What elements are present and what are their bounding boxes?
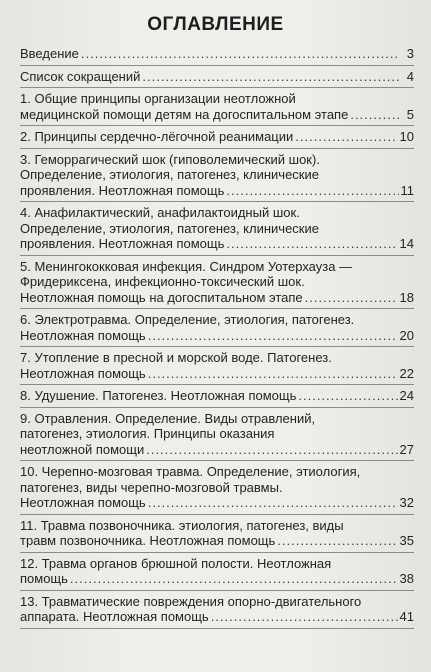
toc-entry-last-line (20, 533, 414, 549)
toc-page-number: 18 (399, 289, 414, 305)
toc-entry-text: Неотложная помощь на догоспитальном этапе (20, 289, 303, 305)
toc-entry[interactable] (20, 88, 414, 126)
toc-entry-last-line (20, 107, 414, 123)
dot-leader (305, 290, 398, 306)
toc-entry-text: патогенез, этиология. Принципы оказания (20, 426, 275, 441)
toc-entry-text: Фридериксена, инфекционно-токсический шок. (20, 274, 305, 289)
dot-leader (277, 533, 397, 549)
toc-entry[interactable] (20, 408, 414, 462)
toc-entry-text: патогенез, виды черепно-мозговой травмы. (20, 479, 283, 495)
dot-leader (148, 495, 398, 511)
toc-entry-text: проявления. Неотложная помощь (20, 182, 225, 198)
toc-page-number: 20 (399, 327, 414, 343)
toc-entry-text: 6. Электротравма. Определение, этиология, патогенез. (20, 312, 355, 327)
toc-entry[interactable] (20, 202, 414, 256)
toc-entry-text: 5. Менингококковая инфекция. Синдром Уотерхауза — (20, 258, 353, 274)
toc-entry-last-line (20, 609, 414, 625)
dot-leader (81, 46, 400, 62)
toc-entry-text: 11. Травма позвоночника. этиология, патогенез, виды (20, 517, 344, 533)
toc-entry-text: Введение (20, 46, 79, 61)
toc-entry-text: Неотложная помощь (20, 327, 146, 343)
toc-entry-text: помощь (20, 571, 68, 586)
toc-entry[interactable] (20, 149, 414, 203)
toc-entry[interactable] (20, 126, 414, 149)
toc-entry-text: 10. Черепно-мозговая травма. Определение, этиология, (20, 464, 361, 479)
toc-page-number: 3 (406, 46, 414, 61)
toc-page-number: 5 (406, 106, 414, 122)
toc-entry-text: 7. Утопление в пресной и морской воде. Патогенез. (20, 350, 332, 365)
toc-page-number: 35 (399, 533, 414, 548)
table-of-contents (20, 43, 414, 629)
dot-leader (148, 366, 398, 382)
toc-entry[interactable] (20, 347, 414, 385)
toc-entry[interactable] (20, 309, 414, 347)
dot-leader (295, 129, 397, 145)
toc-entry-text: неотложной помощи (20, 441, 145, 457)
dot-leader (142, 69, 400, 85)
toc-page-number: 14 (399, 236, 414, 251)
toc-entry-last-line (20, 183, 414, 199)
page-title: ОГЛАВЛЕНИЕ (147, 14, 284, 35)
toc-entry[interactable] (20, 43, 414, 66)
toc-entry-last-line (20, 442, 414, 458)
toc-entry-text: аппарата. Неотложная помощь (20, 609, 209, 624)
toc-entry[interactable] (20, 461, 414, 515)
toc-entry-last-line (20, 46, 414, 62)
toc-entry-last-line (20, 129, 414, 145)
toc-entry-text: Определение, этиология, патогенез, клинические (20, 220, 319, 236)
toc-entry[interactable] (20, 515, 414, 553)
toc-entry[interactable] (20, 385, 414, 408)
toc-page-number: 41 (399, 609, 414, 624)
toc-entry-text: Неотложная помощь (20, 495, 146, 510)
dot-leader (146, 442, 397, 458)
toc-entry-last-line (20, 290, 414, 306)
toc-page-number: 27 (399, 441, 414, 457)
dot-leader (148, 328, 398, 344)
dot-leader (211, 609, 398, 625)
toc-entry-text: проявления. Неотложная помощь (20, 236, 225, 251)
toc-entry[interactable] (20, 591, 414, 629)
dot-leader (350, 107, 400, 123)
toc-page-number: 11 (400, 182, 414, 198)
toc-entry-text: 3. Геморрагический шок (гиповолемический шок). (20, 151, 320, 167)
toc-entry[interactable] (20, 66, 414, 89)
toc-entry-text: 1. Общие принципы организации неотложной (20, 91, 296, 106)
toc-entry-last-line (20, 388, 414, 404)
toc-entry-text: травм позвоночника. Неотложная помощь (20, 533, 276, 548)
toc-entry-last-line (20, 236, 414, 252)
toc-page-number: 32 (399, 495, 414, 510)
toc-entry-last-line (20, 328, 414, 344)
toc-page-number: 10 (399, 129, 414, 144)
toc-entry-last-line (20, 366, 414, 382)
toc-entry[interactable] (20, 256, 414, 310)
toc-entry[interactable] (20, 553, 414, 591)
toc-entry-text: 2. Принципы сердечно-лёгочной реанимации (20, 129, 294, 144)
toc-entry-text: 9. Отравления. Определение. Виды отравлений, (20, 410, 316, 426)
toc-entry-text: 8. Удушение. Патогенез. Неотложная помощь (20, 388, 297, 403)
toc-page-number: 4 (406, 68, 414, 84)
toc-entry-last-line (20, 571, 414, 587)
dot-leader (226, 183, 398, 199)
toc-page-number: 38 (399, 571, 414, 586)
toc-entry-text: Неотложная помощь (20, 365, 146, 381)
toc-entry-text: Список сокращений (20, 68, 141, 84)
toc-page-number: 22 (399, 365, 414, 381)
toc-entry-text: 12. Травма органов брюшной полости. Неотложная (20, 555, 332, 571)
toc-entry-text: 13. Травматические повреждения опорно-двигательного (20, 593, 362, 609)
toc-page-number: 24 (399, 388, 414, 403)
toc-entry-text: 4. Анафилактический, анафилактоидный шок. (20, 205, 300, 220)
toc-entry-last-line (20, 69, 414, 85)
toc-entry-text: медицинской помощи детям на догоспитальном этапе (20, 106, 349, 122)
dot-leader (226, 236, 397, 252)
dot-leader (70, 571, 398, 587)
toc-entry-last-line (20, 495, 414, 511)
toc-entry-text: Определение, этиология, патогенез, клинические (20, 167, 319, 182)
dot-leader (298, 388, 397, 404)
